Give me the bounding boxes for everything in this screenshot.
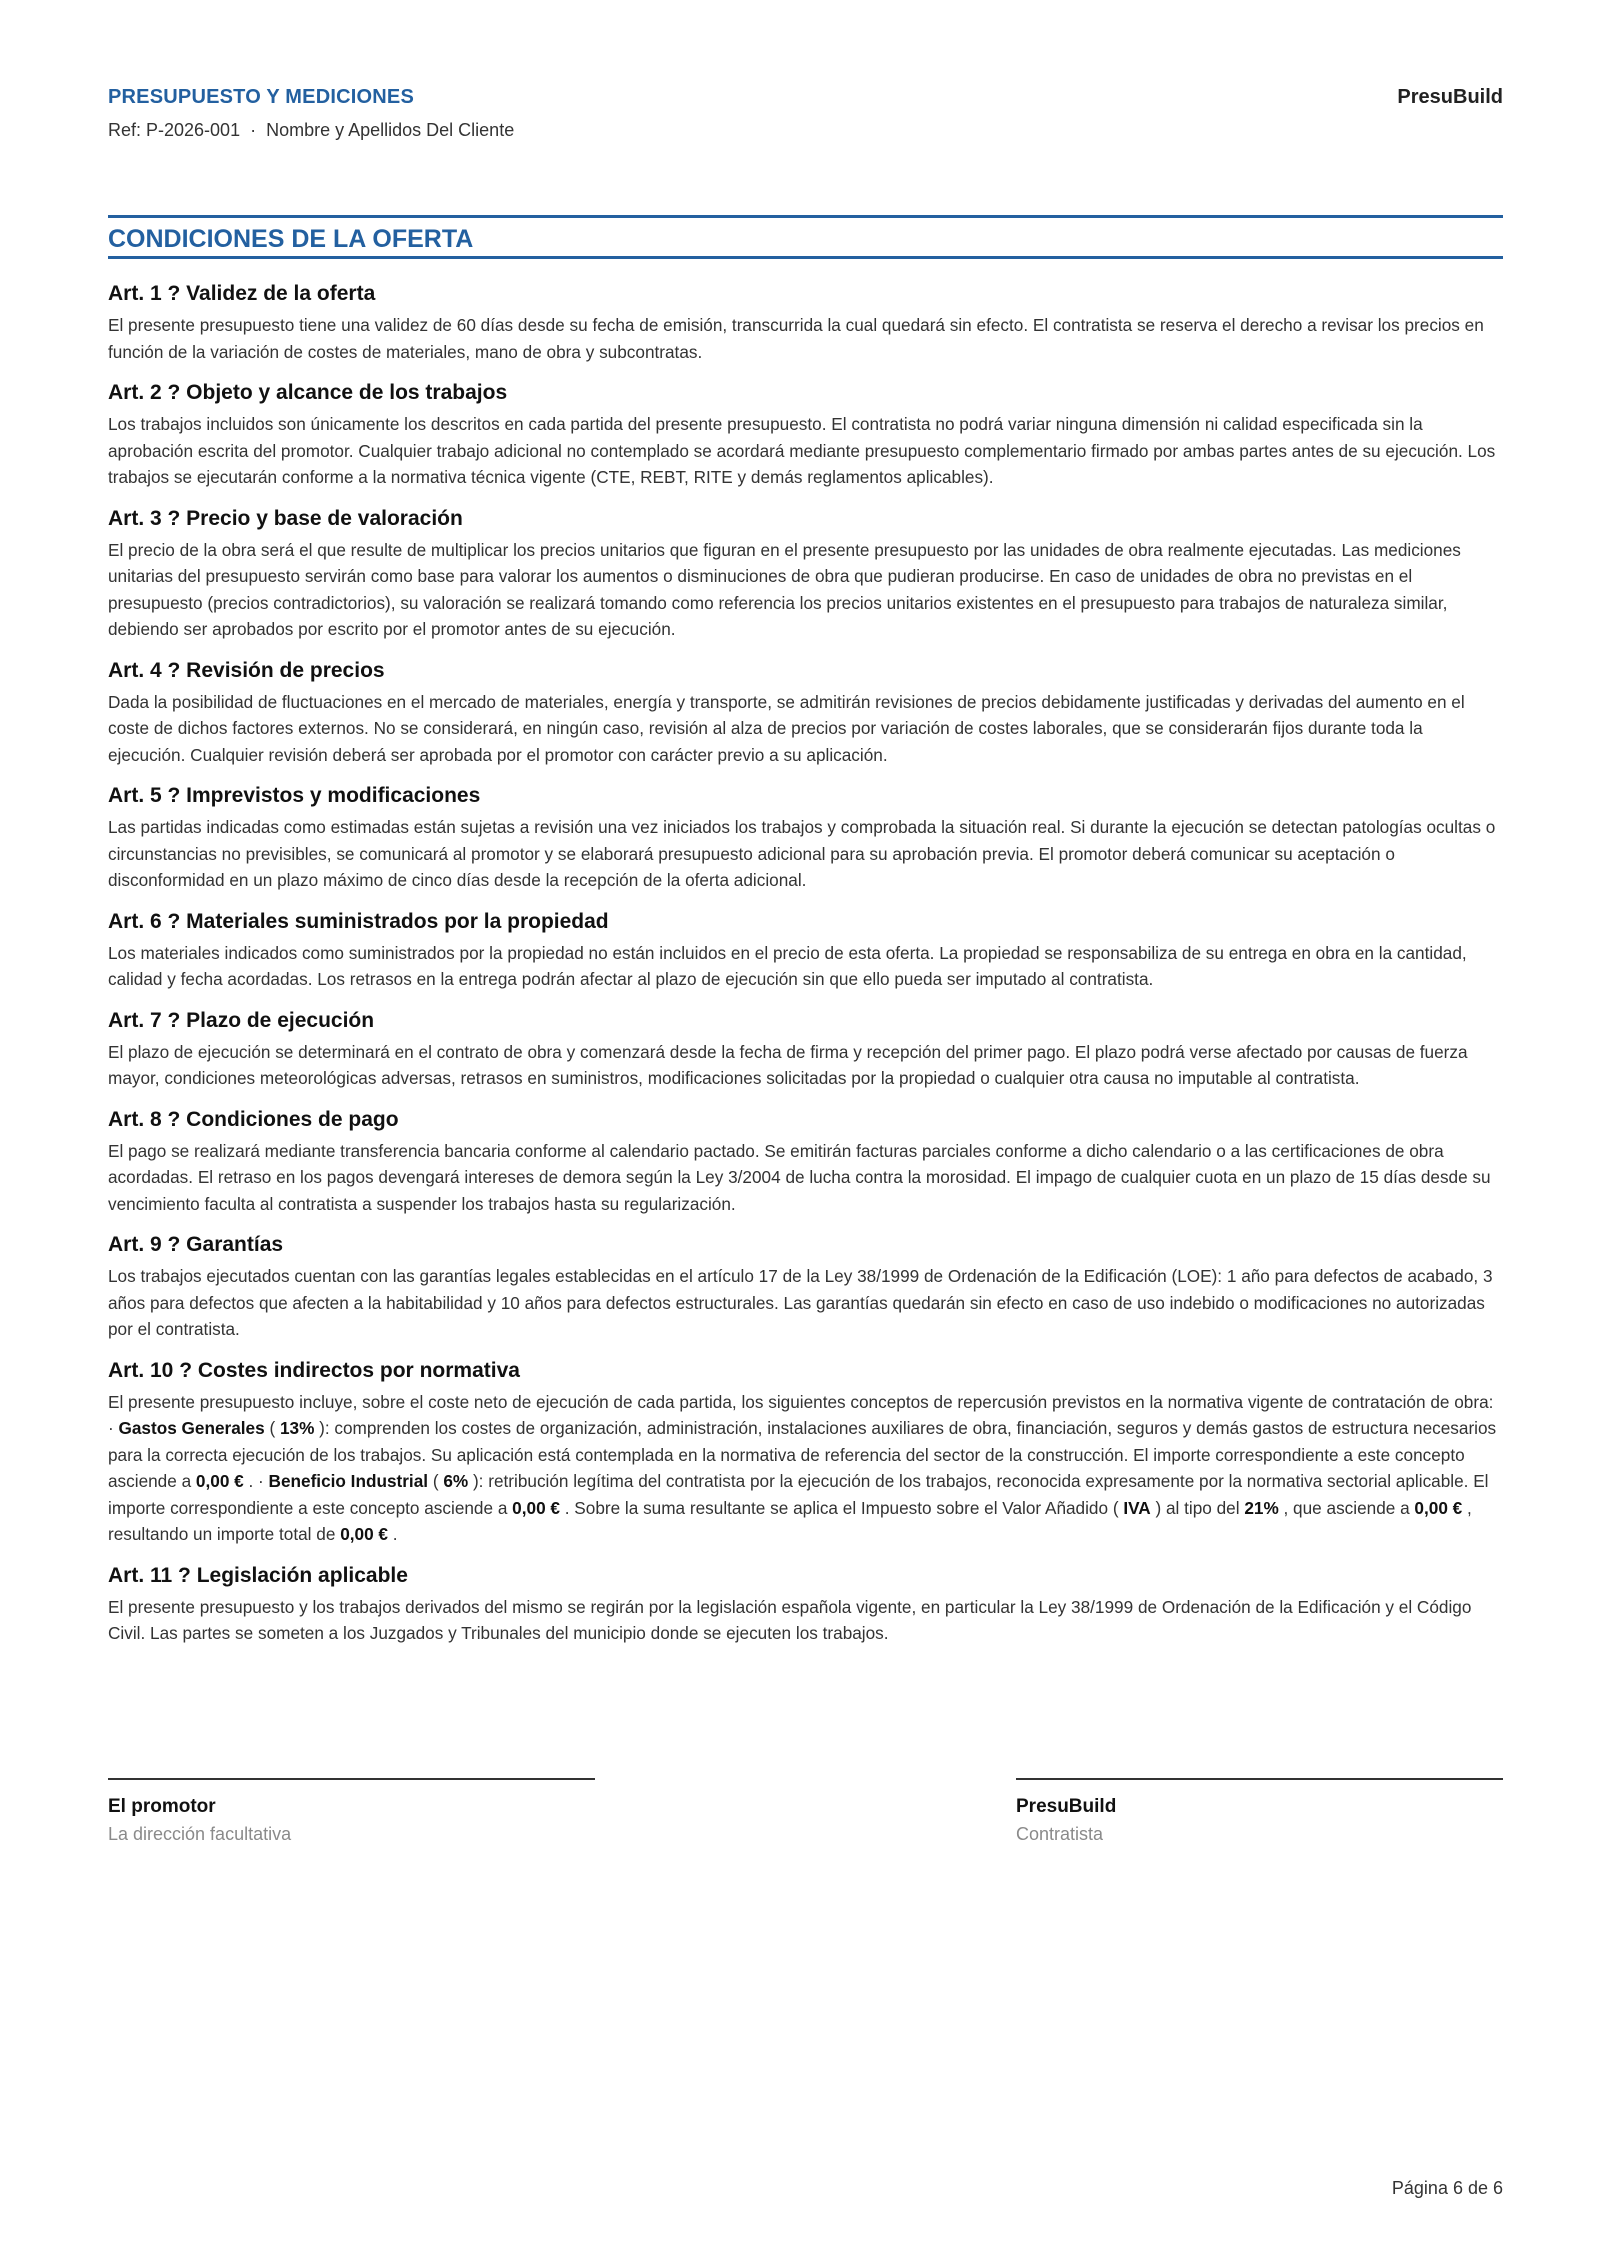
document-title: PRESUPUESTO Y MEDICIONES	[108, 86, 414, 108]
article-body: Los materiales indicados como suministrados por la propiedad no están incluidos en el precio de esta oferta. La propiedad se responsabiliza de su entrega en obra en la cantidad, calidad y fecha acordadas. Los retrasos en la entrega podrán afectar al plazo de ejecución sin que ello pueda ser imputado al contratista.	[108, 942, 1467, 989]
article-5	[108, 782, 1503, 894]
section-header	[108, 215, 1503, 259]
article-title: Art. 5 ? Imprevistos y modificaciones	[108, 784, 481, 807]
article-10	[108, 1357, 1503, 1548]
article-9	[108, 1231, 1503, 1343]
signature-contractor	[1016, 1778, 1503, 1845]
reference-line	[108, 120, 514, 141]
article-8	[108, 1106, 1503, 1218]
article-title: Art. 9 ? Garantías	[108, 1233, 284, 1256]
article-1	[108, 280, 1503, 365]
article-body: El presente presupuesto y los trabajos derivados del mismo se regirán por la legislación española vigente, en particular la Ley 38/1999 de Ordenación de la Edificación y el Código Civil. Las partes se someten a los Juzgados y Tribunales del municipio donde se ejecuten los trabajos.	[108, 1596, 1472, 1643]
section-title: CONDICIONES DE LA OFERTA	[108, 225, 474, 253]
reference-separator: ·	[250, 120, 257, 140]
industrial-profit-rate: 6%	[443, 1471, 469, 1491]
article-body: Los trabajos ejecutados cuentan con las garantías legales establecidas en el artículo 17 de la Ley 38/1999 de Ordenación de la Edificación (LOE): 1 año para defectos de acabado, 3 años para defectos que afecten a la habitabilidad y 10 años para defectos estructurales. Las garantías quedarán sin efecto en caso de uso indebido o modificaciones no autorizadas por el contratista.	[108, 1266, 1493, 1339]
signatory-role: La dirección facultativa	[108, 1824, 292, 1844]
article-2	[108, 379, 1503, 491]
article-title: Art. 8 ? Condiciones de pago	[108, 1107, 399, 1131]
total-amount: 0,00 €	[340, 1524, 388, 1544]
signature-promoter	[108, 1778, 595, 1845]
article-6	[108, 908, 1503, 993]
article-body: Las partidas indicadas como estimadas están sujetas a revisión una vez iniciados los trabajos y comprobada la situación real. Si durante la ejecución se detectan patologías ocultas o circunstancias no previsibles, se comunicará al promotor y se elaborará presupuesto adicional para su aprobación previa. El promotor deberá comunicar su aceptación o disconformidad en un plazo máximo de cinco días desde la recepción de la oferta adicional.	[108, 817, 1496, 890]
article-title: Art. 6 ? Materiales suministrados por la propiedad	[108, 909, 609, 933]
reference-number: Ref: P-2026-001	[108, 120, 241, 140]
general-expenses-rate: 13%	[279, 1418, 315, 1438]
article-7	[108, 1007, 1503, 1092]
signatory-name: El promotor	[108, 1796, 216, 1817]
company-brand: PresuBuild	[1397, 86, 1503, 108]
article-title: Art. 2 ? Objeto y alcance de los trabajos	[108, 381, 508, 404]
vat-rate: 21%	[1244, 1497, 1279, 1518]
vat-amount: 0,00 €	[1414, 1497, 1463, 1518]
signatory-name: PresuBuild	[1016, 1796, 1117, 1817]
page-number: Página 6 de 6	[1391, 2178, 1503, 2198]
signature-line	[1016, 1778, 1503, 1780]
article-title: Art. 3 ? Precio y base de valoración	[108, 506, 463, 530]
industrial-profit-label: Beneficio Industrial	[268, 1471, 429, 1491]
article-body: Los trabajos incluidos son únicamente los descritos en cada partida del presente presupuesto. El contratista no podrá variar ninguna dimensión ni calidad especificada sin la aprobación escrita del promotor. Cualquier trabajo adicional no contemplado se acordará mediante presupuesto complementario firmado por ambas partes antes de su ejecución. Los trabajos se ejecutarán conforme a la normativa técnica vigente (CTE, REBT, RITE y demás reglamentos aplicables).	[108, 414, 1496, 487]
article-body: El pago se realizará mediante transferencia bancaria conforme al calendario pactado. Se emitirán facturas parciales conforme a dicho calendario o a las certificaciones de obra acordadas. El retraso en los pagos devengará intereses de demora según la Ley 3/2004 de lucha contra la morosidad. El impago de cualquier cuota en un plazo de 15 días desde su vencimiento faculta al contratista a suspender los trabajos hasta su regularización.	[108, 1140, 1491, 1214]
article-11	[108, 1562, 1503, 1647]
general-expenses-amount: 0,00 €	[195, 1471, 244, 1491]
signatory-role: Contratista	[1016, 1824, 1104, 1844]
article-title: Art. 11 ? Legislación aplicable	[108, 1563, 408, 1587]
article-title: Art. 10 ? Costes indirectos por normativa	[108, 1358, 520, 1382]
articles-list	[108, 280, 1503, 1661]
article-4	[108, 657, 1503, 769]
article-body: El precio de la obra será el que resulte de multiplicar los precios unitarios que figuran en el presente presupuesto por las unidades de obra realmente ejecutadas. Las mediciones unitarias del presupuesto servirán como base para valorar los aumentos o disminuciones de obra que pudieran producirse. En caso de unidades de obra no previstas en el presupuesto (precios contradictorios), su valoración se realizará tomando como referencia los precios unitarios existentes en el presupuesto para trabajos de naturaleza similar, debiendo ser aprobados por escrito por el promotor antes de su ejecución.	[108, 539, 1461, 639]
article-body: El presente presupuesto tiene una validez de 60 días desde su fecha de emisión, transcurrida la cual quedará sin efecto. El contratista se reserva el derecho a revisar los precios en función de la variación de costes de materiales, mano de obra y subcontratas.	[108, 315, 1484, 362]
article-body: El presente presupuesto incluye, sobre el coste neto de ejecución de cada partida, los siguientes conceptos de repercusión previstos en la normativa vigente de contratación de obra: · Gastos Generales ( 13% ): comprenden los costes de organización, administración, instalaciones auxiliares de obra, financiación, seguros y demás gastos de estructura necesarios para la correcta ejecución de los trabajos. Su aplicación está contemplada en la normativa de referencia del sector de la construcción. El importe correspondiente a este concepto asciende a 0,00 € . · Beneficio Industrial ( 6% ): retribución legítima del contratista por la ejecución de los trabajos, reconocida expresamente por la normativa sectorial aplicable. El importe correspondiente a este concepto asciende a 0,00 € . Sobre la suma resultante se aplica el Impuesto sobre el Valor Añadido ( IVA ) al tipo del 21% , que asciende a 0,00 € , resultando un importe total de 0,00 € .	[108, 1391, 1497, 1544]
article-title: Art. 1 ? Validez de la oferta	[108, 282, 376, 305]
article-3	[108, 505, 1503, 643]
article-body: Dada la posibilidad de fluctuaciones en el mercado de materiales, energía y transporte, se admitirán revisiones de precios debidamente justificadas y derivadas del aumento en el coste de dichos factores externos. No se considerará, en ningún caso, revisión al alza de precios por variación de costes laborales, que se considerarán fijos durante toda la ejecución. Cualquier revisión deberá ser aprobada por el promotor con carácter previo a su aplicación.	[108, 691, 1465, 765]
general-expenses-label: Gastos Generales	[118, 1418, 265, 1438]
signature-line	[108, 1778, 595, 1780]
article-title: Art. 7 ? Plazo de ejecución	[108, 1008, 375, 1032]
article-title: Art. 4 ? Revisión de precios	[108, 658, 385, 682]
article-body: El plazo de ejecución se determinará en el contrato de obra y comenzará desde la fecha de firma y recepción del primer pago. El plazo podrá verse afectado por causas de fuerza mayor, condiciones meteorológicas adversas, retrasos en suministros, modificaciones solicitadas por la propiedad o cualquier otra causa no imputable al contratista.	[108, 1041, 1468, 1088]
industrial-profit-amount: 0,00 €	[512, 1497, 560, 1518]
client-name: Nombre y Apellidos Del Cliente	[266, 120, 515, 140]
vat-label: IVA	[1123, 1497, 1151, 1518]
document-page	[108, 0, 1503, 2262]
